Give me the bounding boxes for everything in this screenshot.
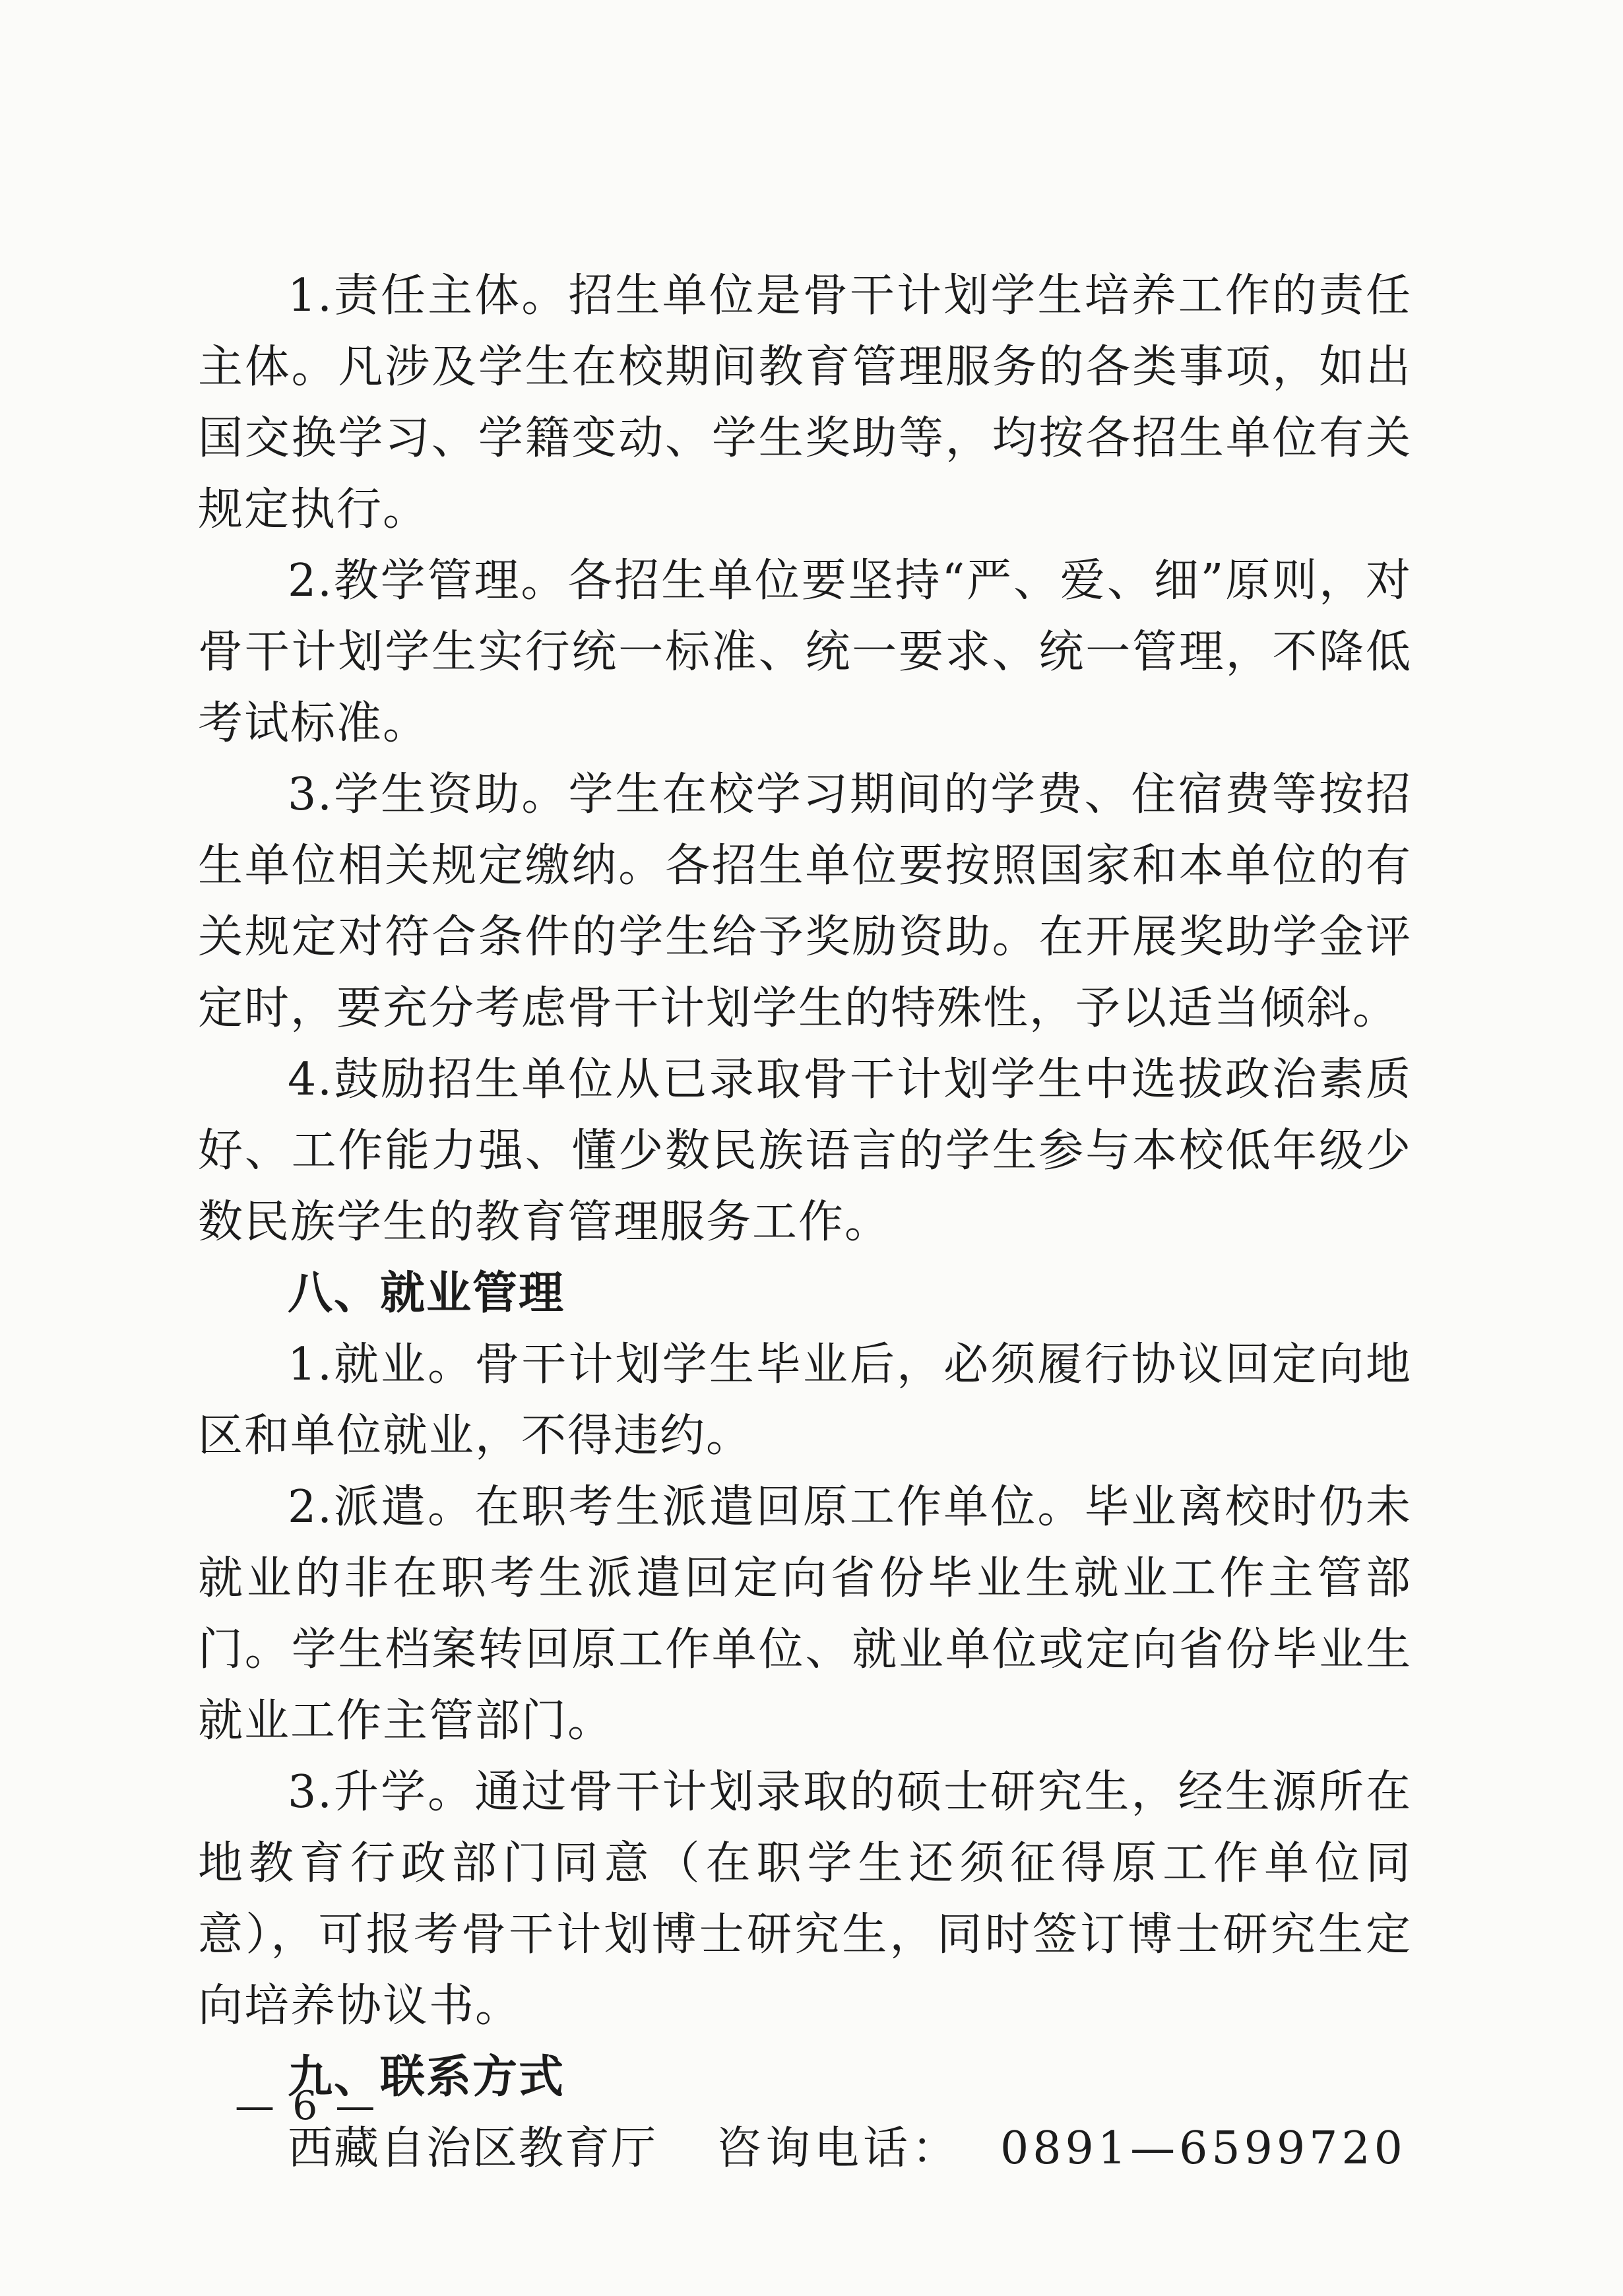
paragraph-further-study: 3.升学。通过骨干计划录取的硕士研究生，经生源所在地教育行政部门同意（在职学生还须征得原工作单位同意），可报考骨干计划博士研究生，同时签订博士研究生定向培养协议书。	[198, 1766, 1412, 2032]
paragraph-student-aid: 3.学生资助。学生在校学习期间的学费、住宿费等按招生单位相关规定缴纳。各招生单位要按照国家和本单位的有关规定对符合条件的学生给予奖励资助。在开展奖助学金评定时，要充分考虑骨干计划学生的特殊性，予以适当倾斜。	[198, 769, 1412, 1035]
paragraph-dispatch: 2.派遣。在职考生派遣回原工作单位。毕业离校时仍未就业的非在职考生派遣回定向省份毕业生就业工作主管部门。学生档案转回原工作单位、就业单位或定向省份毕业生就业工作主管部门。	[198, 1481, 1412, 1747]
contact-org: 西藏自治区教育厅	[288, 2122, 658, 2175]
document-body	[198, 261, 1412, 2184]
section-heading-employment: 八、就业管理	[288, 1267, 565, 1320]
paragraph-encourage-selection: 4.鼓励招生单位从已录取骨干计划学生中选拔政治素质好、工作能力强、懂少数民族语言的学生参与本校低年级少数民族学生的教育管理服务工作。	[198, 1054, 1412, 1248]
page-number: — 6 —	[235, 2083, 378, 2129]
section-heading-contact: 九、联系方式	[288, 2051, 565, 2103]
contact-label: 咨询电话：	[716, 2122, 961, 2175]
contact-phone: 0891—6599720	[1000, 2122, 1407, 2175]
paragraph-teaching-management: 2.教学管理。各招生单位要坚持“严、爱、细”原则，对骨干计划学生实行统一标准、统一要求、统一管理，不降低考试标准。	[198, 555, 1412, 749]
contact-line	[198, 2113, 1412, 2184]
paragraph-responsibility: 1.责任主体。招生单位是骨干计划学生培养工作的责任主体。凡涉及学生在校期间教育管理服务的各类事项，如出国交换学习、学籍变动、学生奖助等，均按各招生单位有关规定执行。	[198, 270, 1412, 536]
paragraph-employment: 1.就业。骨干计划学生毕业后，必须履行协议回定向地区和单位就业，不得违约。	[198, 1339, 1412, 1462]
